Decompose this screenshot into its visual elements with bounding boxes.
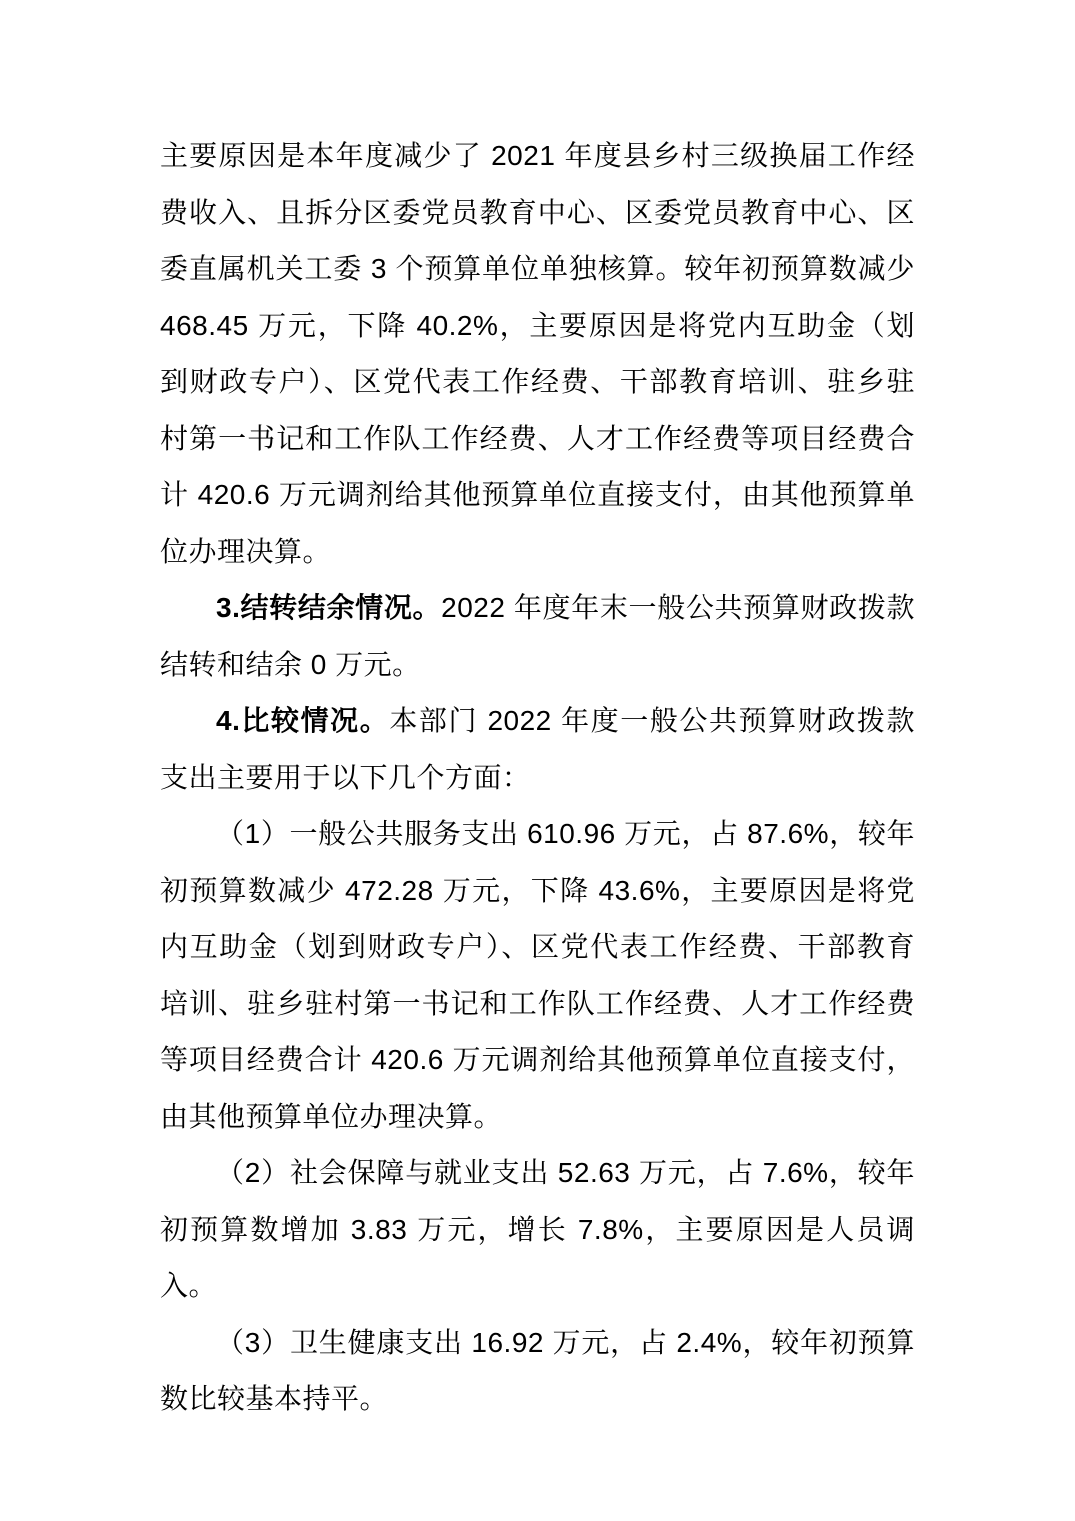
paragraph-lead-bold: 4.比较情况。 <box>216 705 390 736</box>
paragraph: 3.结转结余情况。2022 年度年末一般公共预算财政拨款结转和结余 0 万元。 <box>160 592 915 680</box>
paragraph: （1）一般公共服务支出 610.96 万元，占 87.6%，较年初预算数减少 472.28 万元，下降 43.6%，主要原因是将党内互助金（划到财政专户）、区党代表工作经费、干部教育培训、驻乡驻村第一书记和工作队工作经费、人才工作经费等项目经费合计 420.6 万元调剂给其他预算单位直接支付，由其他预算单位办理决算。 <box>160 818 915 1132</box>
document-body <box>160 128 915 1428</box>
paragraph: 主要原因是本年度减少了 2021 年度县乡村三级换届工作经费收入、且拆分区委党员教育中心、区委党员教育中心、区委直属机关工委 3 个预算单位单独核算。较年初预算数减少 468.45 万元，下降 40.2%，主要原因是将党内互助金（划到财政专户）、区党代表工作经费、干部教育培训、驻乡驻村第一书记和工作队工作经费、人才工作经费等项目经费合计 420.6 万元调剂给其他预算单位直接支付，由其他预算单位办理决算。 <box>160 140 915 567</box>
paragraph: （3）卫生健康支出 16.92 万元，占 2.4%，较年初预算数比较基本持平。 <box>160 1326 915 1414</box>
paragraph: 4.比较情况。本部门 2022 年度一般公共预算财政拨款支出主要用于以下几个方面： <box>160 705 915 793</box>
paragraph: （2）社会保障与就业支出 52.63 万元，占 7.6%，较年初预算数增加 3.83 万元，增长 7.8%，主要原因是人员调入。 <box>160 1157 915 1301</box>
paragraph-lead-bold: 3.结转结余情况。 <box>216 592 442 623</box>
